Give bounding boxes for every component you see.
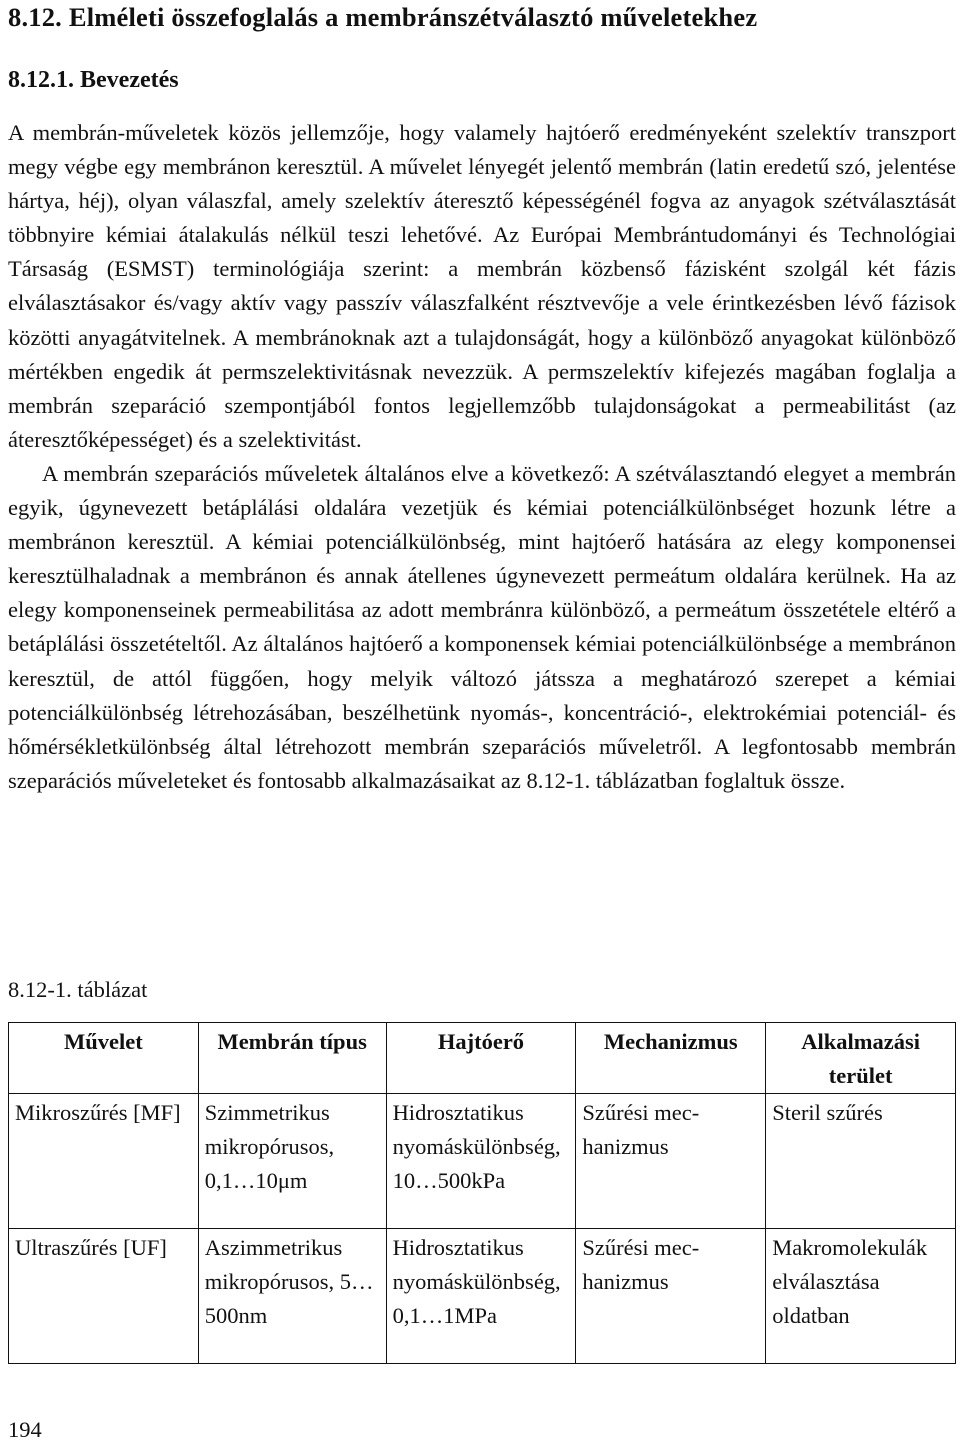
- paragraph-principle: A membrán szeparációs műveletek általános elve a következő: A szétválasztandó elegyet a membrán egyik, úgynevezett betáplálási oldalára vezetjük és kémiai potenciálkülönbséget hozunk létre a membránon keresztül. A kémiai potenciálkülönbség, mint hajtóerő hatására az elegy komponensei keresztülhaladnak a membránon és annak átellenes úgynevezett permeátum oldalára kerülnek. Ha az elegy komponenseinek permeabilitása az adott membránra különböző, a permeátum összetétele eltérő a betáplálási összetételtől. Az általános hajtóerő a komponensek kémiai potenciálkülönbsége a membránon keresztül, de attól függően, hogy melyik változó játssza a meghatározó szerepet a kémiai potenciálkülönbség létrehozásában, beszélhetünk nyomás-, koncentráció-, elektrokémiai potenciál- és hőmérsékletkülönbség által létrehozott membrán szeparációs műveletről. A legfontosabb membrán szeparációs műveleteket és fontosabb alkalmazásaikat az 8.12-1. táblázatban foglaltuk össze.: [8, 460, 956, 793]
- cell-application: Makromolekulák elválasztása oldatban: [766, 1229, 956, 1364]
- subsection-heading: 8.12.1. Bevezetés: [8, 67, 179, 93]
- cell-membrane-type: Aszimmetrikus mikropórusos, 5…500nm: [198, 1229, 386, 1364]
- cell-operation: Ultraszűrés [UF]: [9, 1229, 199, 1364]
- header-driving-force: Hajtóerő: [386, 1023, 576, 1094]
- table-row: [9, 1229, 956, 1364]
- cell-membrane-type: Szimmetrikus mikropórusos, 0,1…10μm: [198, 1094, 386, 1229]
- header-operation: Művelet: [9, 1023, 199, 1094]
- header-membrane-type: Membrán típus: [198, 1023, 386, 1094]
- header-mechanism: Mechanizmus: [576, 1023, 766, 1094]
- cell-mechanism: Szűrési mechanizmus: [576, 1094, 766, 1229]
- cell-driving-force: Hidrosztatikus nyomáskülönbség, 10…500kPa: [386, 1094, 576, 1229]
- table-caption: 8.12-1. táblázat: [8, 977, 148, 1002]
- membrane-operations-table: [8, 1022, 956, 1364]
- table-header-row: [9, 1023, 956, 1094]
- page-number: 194: [8, 1417, 42, 1442]
- section-heading: 8.12. Elméleti összefoglalás a membránszétválasztó műveletekhez: [8, 2, 758, 32]
- body-text: [8, 116, 956, 798]
- cell-operation: Mikroszűrés [MF]: [9, 1094, 199, 1229]
- cell-mechanism: Szűrési mechanizmus: [576, 1229, 766, 1364]
- paragraph-introduction: A membrán-műveletek közös jellemzője, hogy valamely hajtóerő eredményeként szelektív transzport megy végbe egy membránon keresztül. A művelet lényegét jelentő membrán (latin eredetű szó, jelentése hártya, héj), olyan válaszfal, amely szelektív áteresztő képességénél fogva az anyagok szétválasztását többnyire kémiai átalakulás nélkül teszi lehetővé. Az Európai Membrántudományi és Technológiai Társaság (ESMST) terminológiája szerint: a membrán közbenső fázisként szolgál két fázis elválasztásakor és/vagy aktív vagy passzív válaszfalként résztvevője a vele érintkezésben lévő fázisok közötti anyagátvitelnek. A membránoknak azt a tulajdonságát, hogy a különböző anyagokat különböző mértékben engedik át permszelektivitásnak nevezzük. A permszelektív kifejezés magában foglalja a membrán szeparáció szempontjából fontos legjellemzőbb tulajdonságokat a permeabilitást (az áteresztőképességet) és a szelektivitást.: [8, 120, 956, 452]
- table-row: [9, 1094, 956, 1229]
- cell-driving-force: Hidrosztatikus nyomáskülönbség, 0,1…1MPa: [386, 1229, 576, 1364]
- header-application: Alkalmazási terület: [766, 1023, 956, 1094]
- cell-application: Steril szűrés: [766, 1094, 956, 1229]
